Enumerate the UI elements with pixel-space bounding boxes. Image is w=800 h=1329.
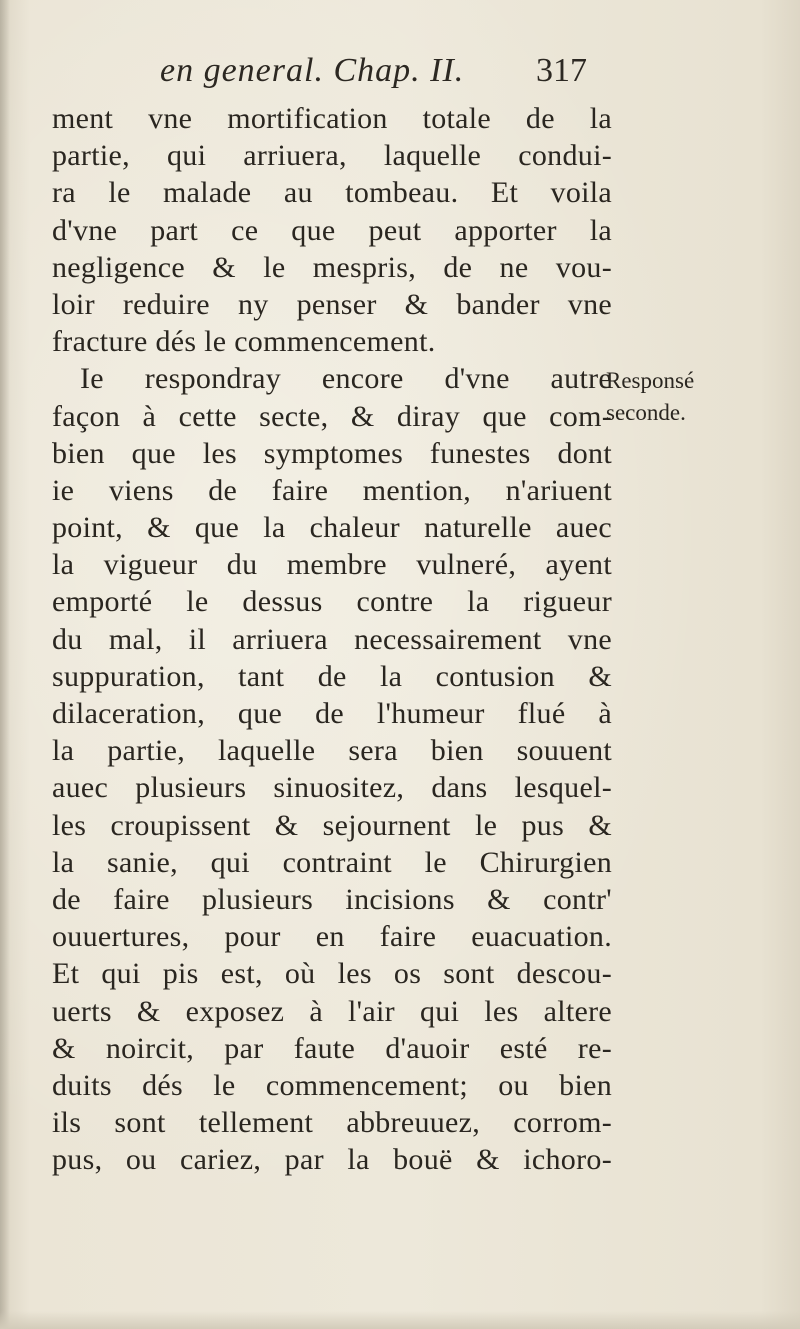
running-title: en general. Chap. II. [160, 52, 465, 89]
text-line: uerts & exposez à l'air qui les altere [52, 994, 612, 1028]
text-line: d'vne part ce que peut apporter la [52, 213, 612, 247]
margin-note-line: seconde. [606, 400, 686, 425]
text-line: negligence & le mespris, de ne vou- [52, 250, 612, 284]
text-line: bien que les symptomes funestes dont [52, 436, 612, 470]
text-line: point, & que la chaleur naturelle auec [52, 511, 612, 545]
text-line: les croupissent & sejournent le pus & [52, 808, 612, 842]
text-line: ie viens de faire mention, n'ariuent [52, 473, 612, 507]
text-line: partie, qui arriuera, laquelle condui- [52, 139, 612, 173]
text-line: loir reduire ny penser & bander vne [52, 287, 612, 321]
text-line: ils sont tellement abbreuuez, corrom- [52, 1106, 612, 1140]
text-line: Et qui pis est, où les os sont descou- [52, 957, 612, 991]
text-line: duits dés le commencement; ou bien [52, 1068, 612, 1102]
text-line: la vigueur du membre vulneré, ayent [52, 548, 612, 582]
text-line: Ie respondray encore d'vne autre [80, 362, 612, 396]
text-line: la sanie, qui contraint le Chirurgien [52, 845, 612, 879]
page-number: 317 [536, 52, 587, 89]
page-header [160, 48, 600, 96]
body-text [52, 100, 612, 1178]
text-line: ouuertures, pour en faire euacuation. [52, 920, 612, 954]
text-line: façon à cette secte, & diray que com- [52, 399, 612, 433]
text-line: pus, ou cariez, par la bouë & ichoro- [52, 1143, 612, 1177]
margin-note [606, 365, 796, 429]
margin-note-line: Responsé [606, 368, 695, 393]
text-line: suppuration, tant de la contusion & [52, 659, 612, 693]
text-line: & noircit, par faute d'auoir esté re- [52, 1031, 612, 1065]
text-line: dilaceration, que de l'humeur flué à [52, 697, 612, 730]
text-line: de faire plusieurs incisions & contr' [52, 882, 612, 916]
text-line: ment vne mortification totale de la [52, 102, 612, 135]
text-line: fracture dés le commencement. [52, 325, 436, 359]
page-bottom-shadow [0, 1311, 800, 1329]
text-line: ra le malade au tombeau. Et voila [52, 176, 612, 210]
text-line: auec plusieurs sinuositez, dans lesquel- [52, 771, 612, 805]
text-line: la partie, laquelle sera bien souuent [52, 734, 612, 768]
text-line: emporté le dessus contre la rigueur [52, 585, 612, 619]
text-line: du mal, il arriuera necessairement vne [52, 622, 612, 656]
page-binding-shadow [0, 0, 10, 1329]
